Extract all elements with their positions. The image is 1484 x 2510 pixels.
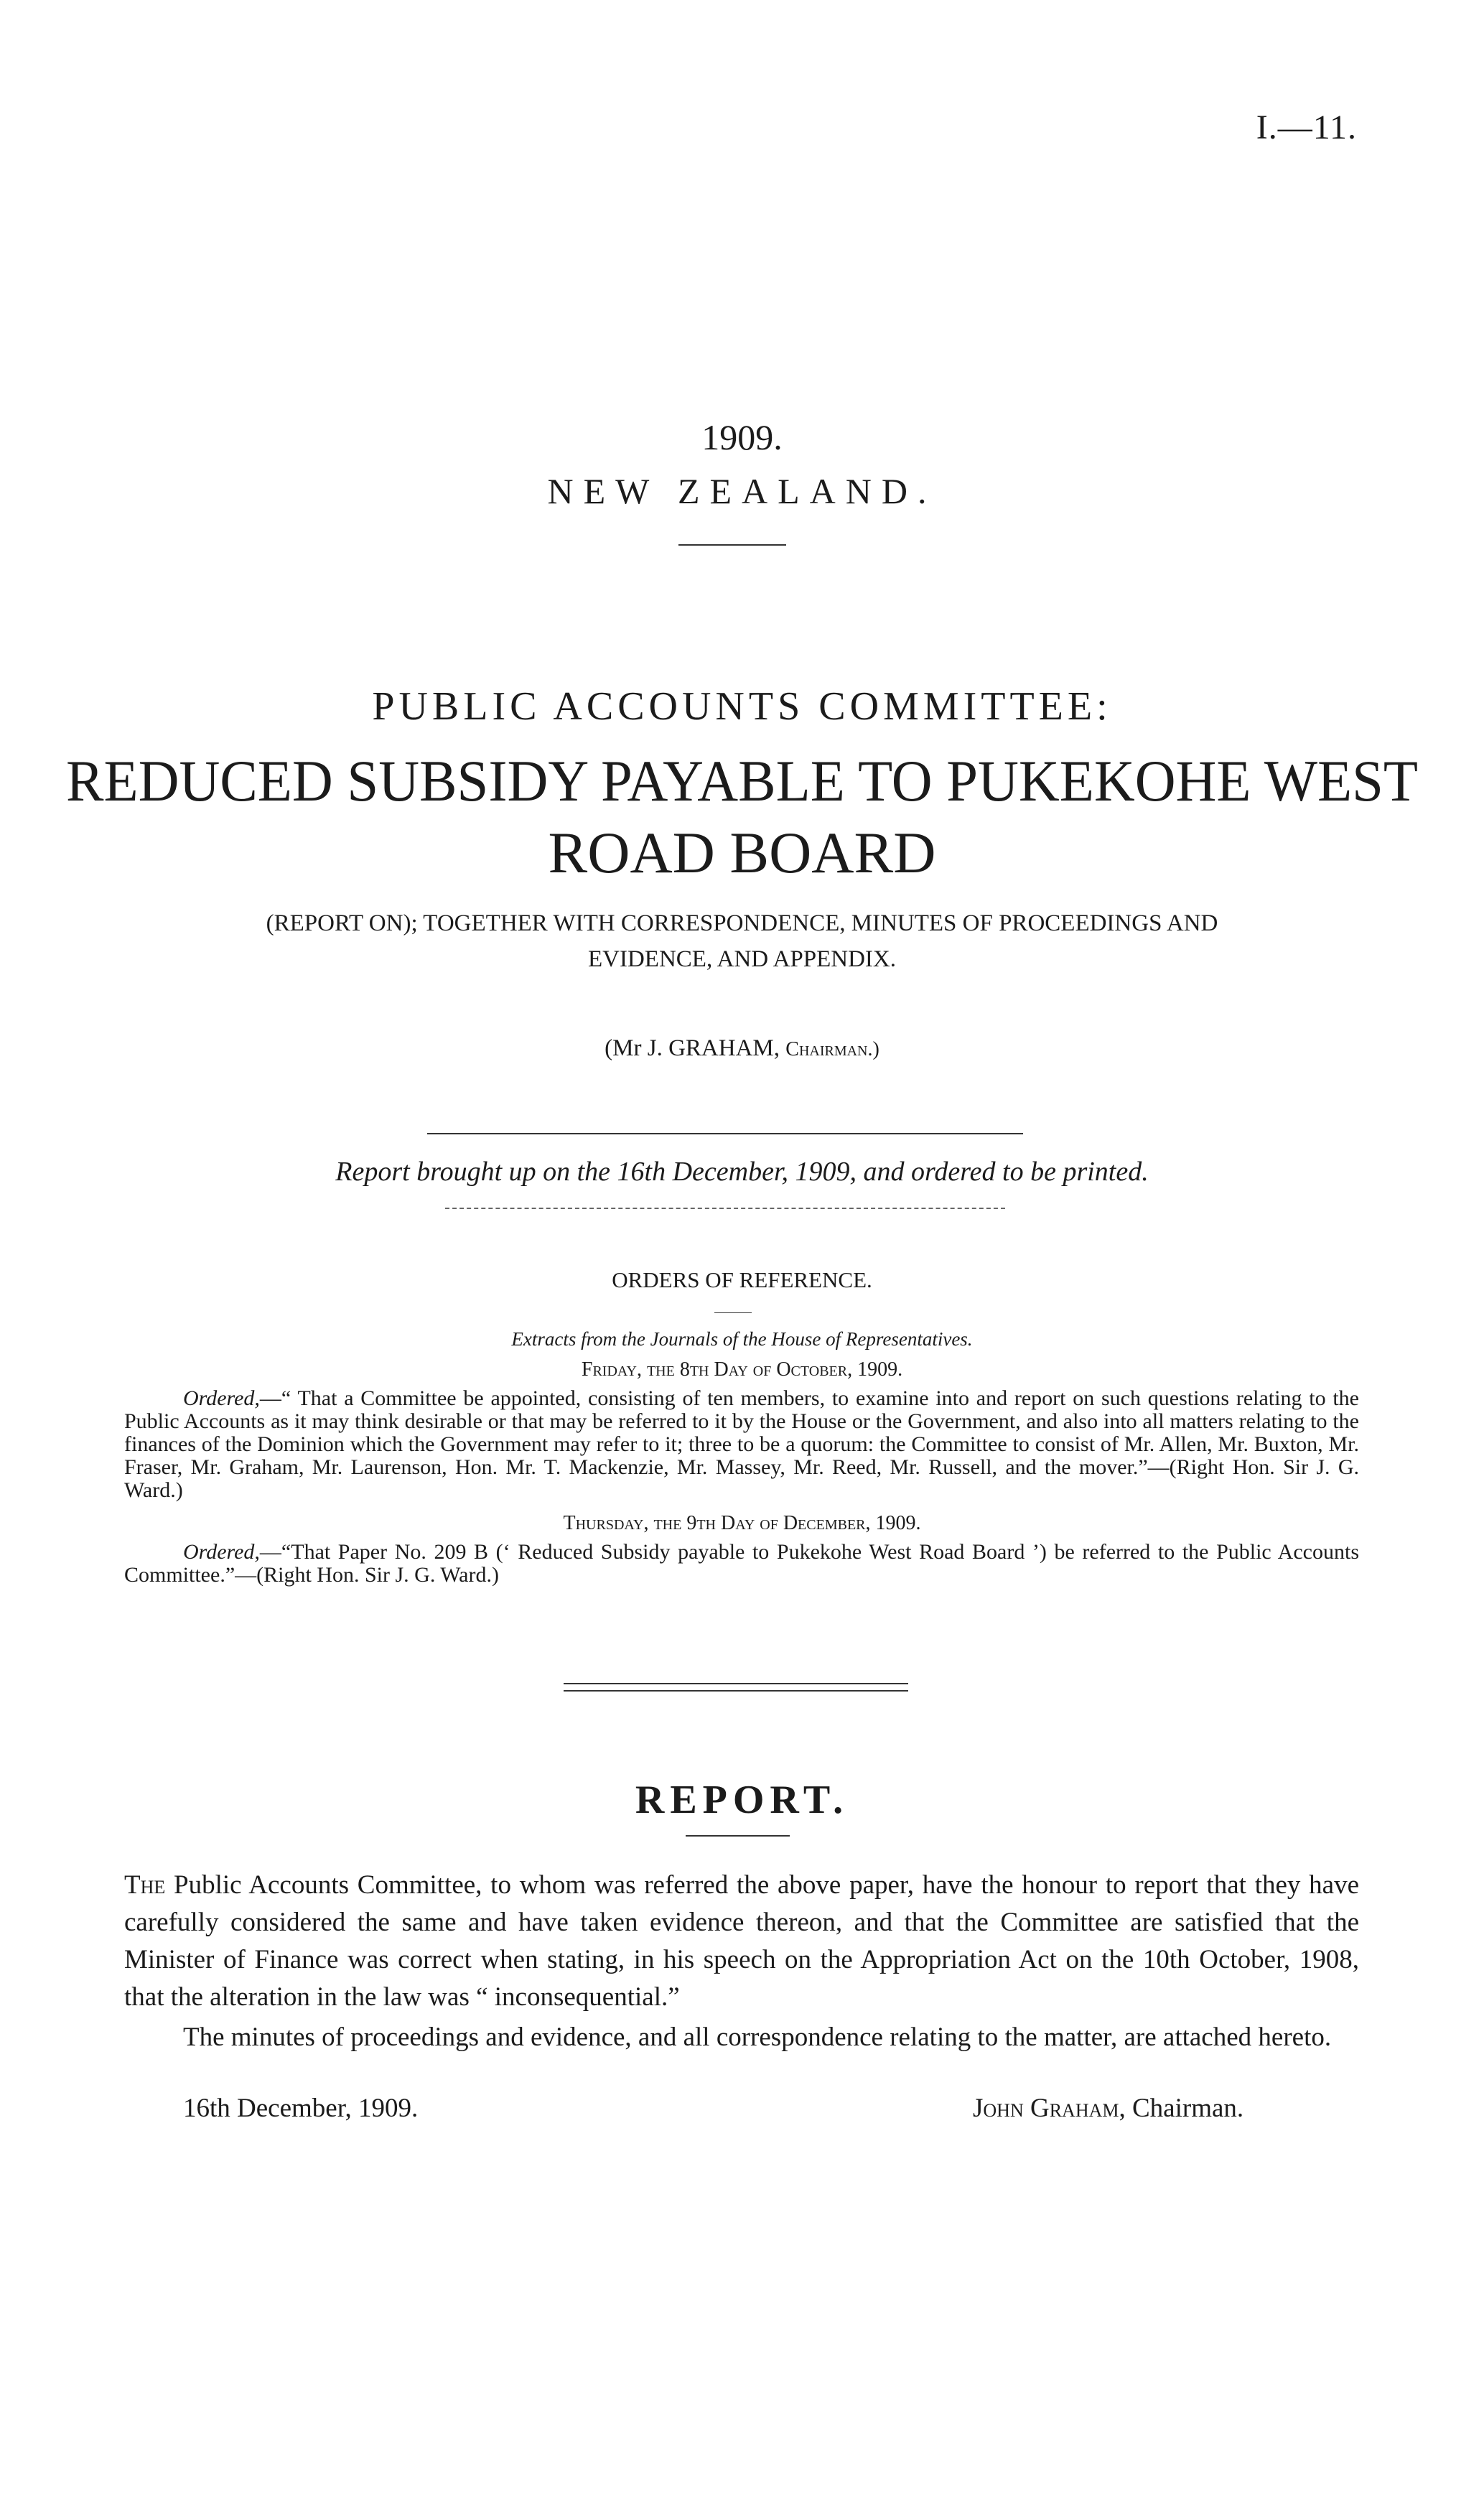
masthead-rule <box>678 544 786 546</box>
report-heading-rule <box>686 1835 790 1837</box>
report-paragraph-1-lead: The <box>124 1870 166 1900</box>
year: 1909. <box>701 417 783 457</box>
section-double-rule-bottom <box>564 1690 908 1692</box>
order2-date: Thursday, the 9th Day of December, 1909. <box>563 1512 921 1534</box>
orders-heading: ORDERS OF REFERENCE. <box>612 1267 872 1292</box>
main-title-line1: REDUCED SUBSIDY PAYABLE TO PUKEKOHE WEST <box>66 748 1418 813</box>
committee-title: PUBLIC ACCOUNTS COMMITTEE: <box>372 684 1112 729</box>
section-double-rule-top <box>564 1683 908 1684</box>
order1-lead: Ordered, <box>183 1386 260 1410</box>
report-note: Report brought up on the 16th December, 1909, and ordered to be printed. <box>335 1157 1149 1187</box>
order2-body: —“That Paper No. 209 B (‘ Reduced Subsidy payable to Pukekohe West Road Board ’) be referred to the Public Accounts Committee.”—(Right Hon. Sir J. G. Ward.) <box>124 1540 1359 1587</box>
report-paragraph-1-body: Public Accounts Committee, to whom was referred the above paper, have the honour to report that they have carefully considered the same and have taken evidence thereon, and that the Committee are satisfied that the Minister of Finance was correct when stating, in his speech on the Appropriation Act on the 10th October, 1908, that the alteration in the law was “ inconsequential.” <box>124 1870 1359 2012</box>
order1-body: —“ That a Committee be appointed, consisting of ten members, to examine into and report on such questions relating to the Public Accounts as it may think desirable or that may be referred to it by the House or the Government, and also into all matters relating to the finances of the Dominion which the Government may refer to it; three to be a quorum: the Committee to consist of Mr. Allen, Mr. Buxton, Mr. Fraser, Mr. Graham, Mr. Laurenson, Hon. Mr. T. Mackenzie, Mr. Massey, Mr. Reed, Mr. Russell, and the mover.”—(Right Hon. Sir J. G. Ward.) <box>124 1386 1359 1502</box>
order1-date: Friday, the 8th Day of October, 1909. <box>581 1358 903 1381</box>
report-note-rule <box>445 1208 1005 1209</box>
order2-lead: Ordered, <box>183 1540 260 1564</box>
report-heading: REPORT. <box>635 1778 849 1822</box>
document-reference: I.—11. <box>1256 108 1357 146</box>
country: NEW ZEALAND. <box>547 471 937 511</box>
order1-text <box>124 1387 1359 1502</box>
order2-text <box>124 1541 1359 1587</box>
title-rule <box>427 1133 1023 1134</box>
chairman-name: (Mr J. GRAHAM, <box>605 1035 780 1061</box>
report-date: 16th December, 1909. <box>183 2094 419 2123</box>
signature-role: Chairman. <box>1132 2094 1244 2123</box>
chairman-line <box>0 1035 1484 1062</box>
signature <box>973 2093 1243 2124</box>
chairman-role: Chairman.) <box>785 1038 879 1060</box>
orders-heading-rule <box>714 1312 752 1313</box>
signature-name: John Graham, <box>973 2094 1126 2123</box>
subtitle-line1: (REPORT ON); TOGETHER WITH CORRESPONDENCE, MINUTES OF PROCEEDINGS AND <box>266 910 1218 936</box>
main-title-line2: ROAD BOARD <box>548 820 936 885</box>
report-paragraph-1 <box>124 1867 1359 2016</box>
journal-extracts: Extracts from the Journals of the House of Representatives. <box>511 1328 973 1350</box>
report-paragraph-2: The minutes of proceedings and evidence, and all correspondence relating to the matter, are attached hereto. <box>183 2023 1332 2052</box>
subtitle-line2: EVIDENCE, AND APPENDIX. <box>588 946 896 972</box>
